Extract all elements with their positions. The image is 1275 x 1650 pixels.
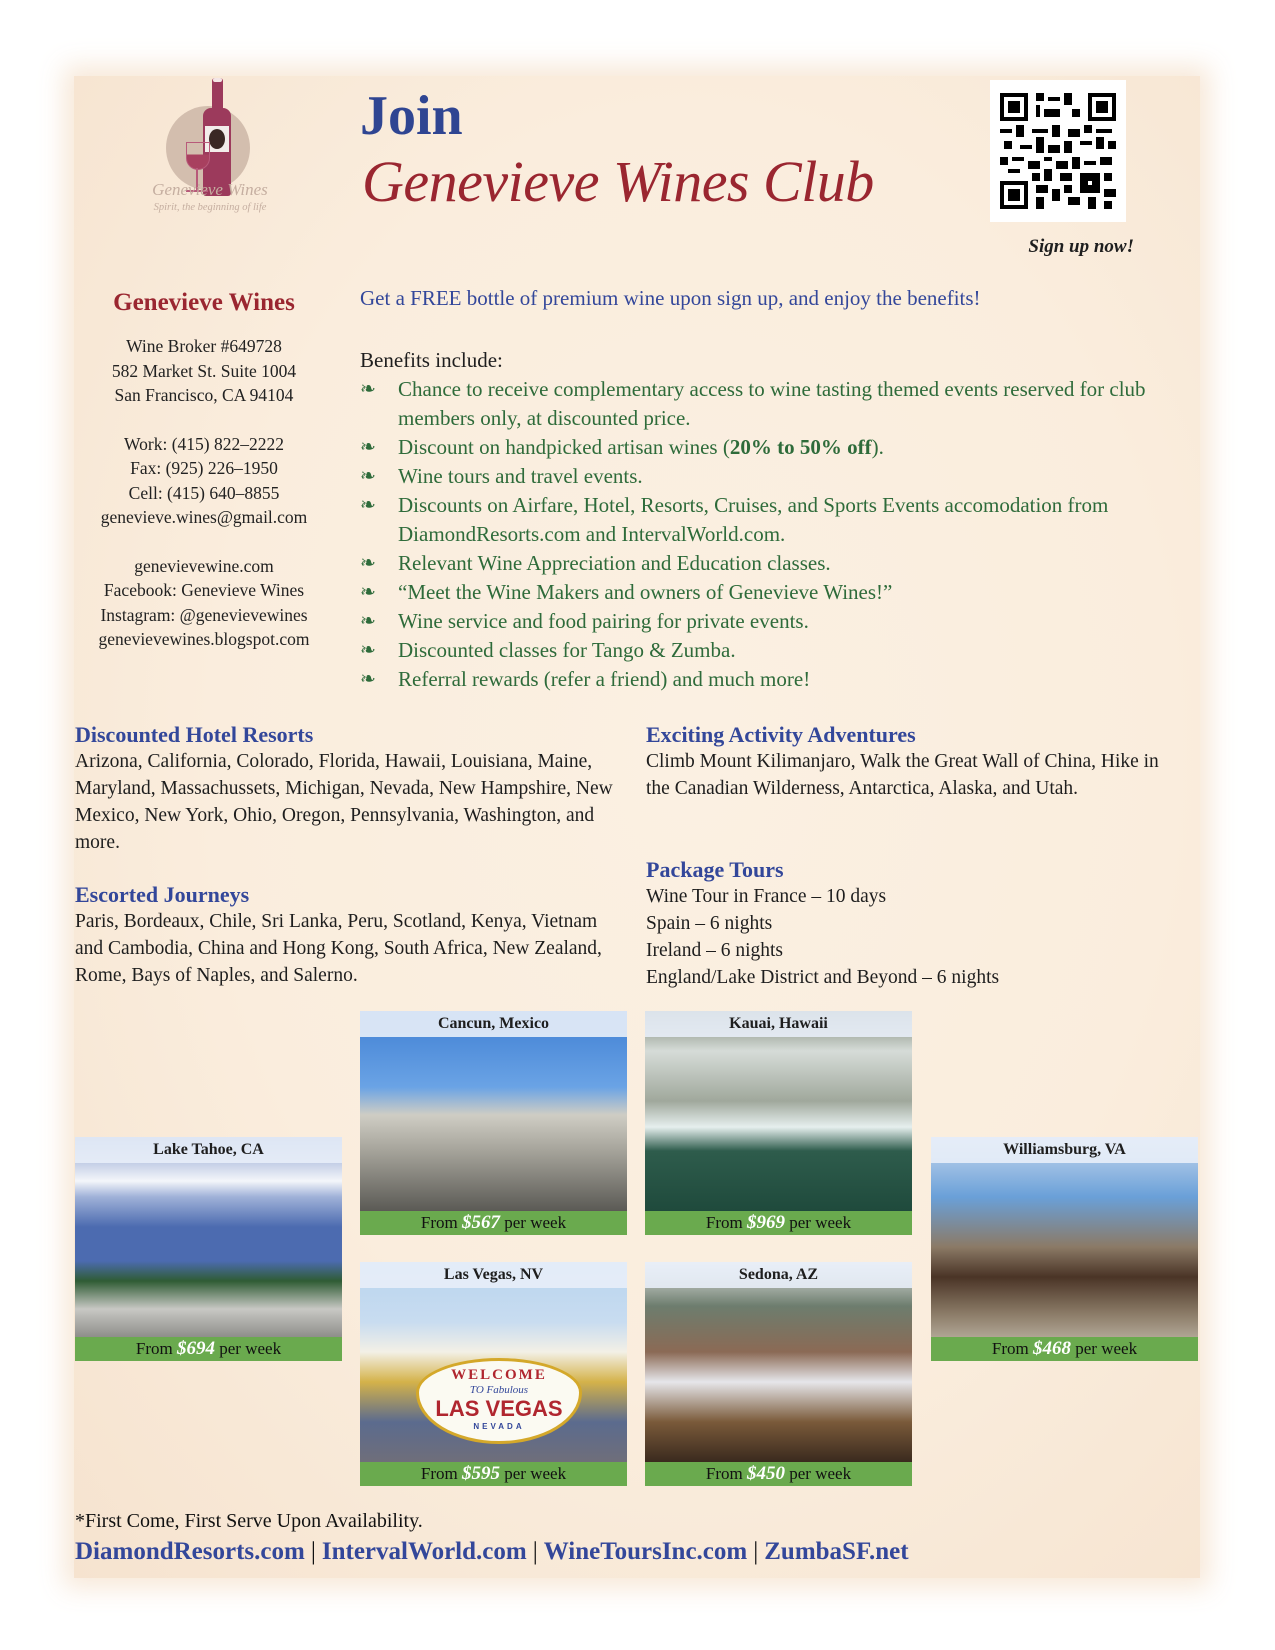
- section-package-tours: [646, 856, 1186, 991]
- contact-info: [76, 288, 332, 652]
- fax-number: Fax: (925) 226–1950: [130, 458, 278, 478]
- welcome-sign: WELCOME TO Fabulous LAS VEGAS NEVADA: [416, 1358, 582, 1444]
- link-zumba-sf[interactable]: ZumbaSF.net: [764, 1538, 909, 1565]
- section-heading: Discounted Hotel Resorts: [75, 722, 314, 747]
- sign-up-now-text: Sign up now!: [1028, 236, 1134, 257]
- free-bottle-offer: Get a FREE bottle of premium wine upon sign up, and enjoy the benefits!: [360, 286, 981, 310]
- tour-item: Spain – 6 nights: [646, 913, 773, 934]
- wine-glass-icon: [186, 142, 210, 170]
- floral-bullet-icon: ❧: [360, 582, 376, 603]
- destination-card-sedona[interactable]: [645, 1262, 912, 1486]
- floral-bullet-icon: ❧: [360, 611, 376, 632]
- section-heading: Exciting Activity Adventures: [646, 722, 916, 747]
- destination-name: Kauai, Hawaii: [645, 1011, 912, 1037]
- price-bar: From $694 per week: [75, 1337, 342, 1361]
- floral-bullet-icon: ❧: [360, 437, 376, 458]
- wine-bottle-icon: [203, 78, 231, 196]
- link-separator: |: [753, 1538, 759, 1565]
- discount-range: 20% to 50% off: [729, 435, 872, 459]
- benefits-intro: Benefits include:: [360, 348, 503, 372]
- price-amount: $450: [747, 1463, 785, 1484]
- website-link[interactable]: genevievewine.com: [134, 555, 274, 576]
- tour-item: Wine Tour in France – 10 days: [646, 886, 887, 907]
- floral-bullet-icon: ❧: [360, 669, 376, 690]
- kauai-photo: [645, 1011, 912, 1211]
- blog-link[interactable]: genevievewines.blogspot.com: [98, 629, 310, 649]
- email-address[interactable]: genevieve.wines@gmail.com: [100, 507, 308, 527]
- destination-card-lake-tahoe[interactable]: [75, 1137, 342, 1361]
- tour-item: England/Lake District and Beyond – 6 nights: [646, 967, 1000, 988]
- qr-code-icon[interactable]: [990, 80, 1126, 222]
- brand-logo: [140, 78, 280, 228]
- link-separator: |: [532, 1538, 538, 1565]
- floral-bullet-icon: ❧: [360, 495, 376, 516]
- price-amount: $567: [462, 1212, 500, 1233]
- tour-item: Ireland – 6 nights: [646, 940, 784, 961]
- benefit-item: ❧ Discount on handpicked artisan wines (20% to 50% off).: [360, 433, 1160, 462]
- benefit-item: ❧ “Meet the Wine Makers and owners of Genevieve Wines!”: [360, 578, 1160, 607]
- sedona-photo: [645, 1262, 912, 1462]
- benefit-item: ❧ Referral rewards (refer a friend) and much more!: [360, 665, 1160, 694]
- destination-card-kauai[interactable]: [645, 1011, 912, 1235]
- link-wine-tours-inc[interactable]: WineToursInc.com: [543, 1538, 748, 1565]
- logo-name: Genevieve Wines: [152, 180, 268, 199]
- facebook-handle[interactable]: Facebook: Genevieve Wines: [103, 580, 305, 600]
- price-amount: $468: [1033, 1338, 1071, 1359]
- benefit-item: ❧ Discounted classes for Tango & Zumba.: [360, 636, 1160, 665]
- destination-name: Cancun, Mexico: [360, 1011, 627, 1037]
- section-body: Arizona, California, Colorado, Florida, Hawaii, Louisiana, Maine, Maryland, Massachussets, Michigan, Nevada, New Hampshire, New Mexico, New York, Ohio, Oregon, Pennsylvania, Washington, and more.: [75, 751, 613, 853]
- section-heading: Escorted Journeys: [75, 882, 250, 907]
- partner-links: [75, 1538, 909, 1566]
- price-bar: From $595 per week: [360, 1462, 627, 1486]
- price-bar: From $468 per week: [931, 1337, 1198, 1361]
- benefits-list: [360, 346, 1160, 694]
- instagram-handle[interactable]: Instagram: @genevievewines: [100, 604, 308, 625]
- destination-name: Lake Tahoe, CA: [75, 1137, 342, 1163]
- destination-card-cancun[interactable]: [360, 1011, 627, 1235]
- address-line-2: San Francisco, CA 94104: [114, 385, 294, 405]
- benefit-item: ❧ Chance to receive complementary access to wine tasting themed events reserved for club members only, at discounted price.: [360, 377, 1146, 430]
- destination-name: Williamsburg, VA: [931, 1137, 1198, 1163]
- broker-number: Wine Broker #649728: [126, 336, 282, 356]
- price-bar: From $969 per week: [645, 1211, 912, 1235]
- link-separator: |: [310, 1538, 316, 1565]
- floral-bullet-icon: ❧: [360, 379, 376, 400]
- price-amount: $595: [462, 1463, 500, 1484]
- destination-name: Las Vegas, NV: [360, 1262, 627, 1288]
- availability-disclaimer: *First Come, First Serve Upon Availability.: [75, 1510, 423, 1532]
- address-line-1: 582 Market St. Suite 1004: [111, 360, 297, 381]
- portrait-icon: [209, 129, 225, 149]
- section-body: Paris, Bordeaux, Chile, Sri Lanka, Peru, Scotland, Kenya, Vietnam and Cambodia, China and Hong Kong, South Africa, New Zealand, Rome, Bays of Naples, and Salerno.: [75, 911, 602, 986]
- section-activity-adventures: [646, 721, 1186, 802]
- contact-company-name: Genevieve Wines: [113, 289, 295, 316]
- section-body: Climb Mount Kilimanjaro, Walk the Great Wall of China, Hike in the Canadian Wilderness, Antarctica, Alaska, and Utah.: [646, 751, 1159, 799]
- floral-bullet-icon: ❧: [360, 553, 376, 574]
- floral-bullet-icon: ❧: [360, 466, 376, 487]
- headline-join: Join: [360, 85, 463, 147]
- price-amount: $694: [177, 1338, 215, 1359]
- headline-club-name: Genevieve Wines Club: [362, 149, 874, 214]
- destination-card-williamsburg[interactable]: [931, 1137, 1198, 1361]
- williamsburg-photo: [931, 1137, 1198, 1337]
- price-bar: From $450 per week: [645, 1462, 912, 1486]
- benefit-item: ❧ Discounts on Airfare, Hotel, Resorts, Cruises, and Sports Events accomodation from DiamondResorts.com and IntervalWorld.com.: [360, 493, 1109, 546]
- section-escorted-journeys: [75, 881, 615, 989]
- destination-card-las-vegas[interactable]: [360, 1262, 627, 1486]
- link-diamond-resorts[interactable]: DiamondResorts.com: [75, 1538, 305, 1565]
- destination-name: Sedona, AZ: [645, 1262, 912, 1288]
- logo-tagline: Spirit, the beginning of life: [153, 202, 267, 213]
- price-amount: $969: [747, 1212, 785, 1233]
- cell-phone: Cell: (415) 640–8855: [128, 482, 280, 503]
- work-phone: Work: (415) 822–2222: [124, 433, 284, 454]
- link-interval-world[interactable]: IntervalWorld.com: [321, 1538, 527, 1565]
- cancun-photo: [360, 1011, 627, 1211]
- lake-tahoe-photo: [75, 1137, 342, 1337]
- section-hotel-resorts: [75, 721, 615, 856]
- benefit-item: ❧ Wine service and food pairing for private events.: [360, 607, 1160, 636]
- price-bar: From $567 per week: [360, 1211, 627, 1235]
- benefit-item: ❧ Wine tours and travel events.: [360, 462, 1160, 491]
- floral-bullet-icon: ❧: [360, 640, 376, 661]
- section-heading: Package Tours: [646, 857, 784, 882]
- benefit-item: ❧ Relevant Wine Appreciation and Education classes.: [360, 549, 1160, 578]
